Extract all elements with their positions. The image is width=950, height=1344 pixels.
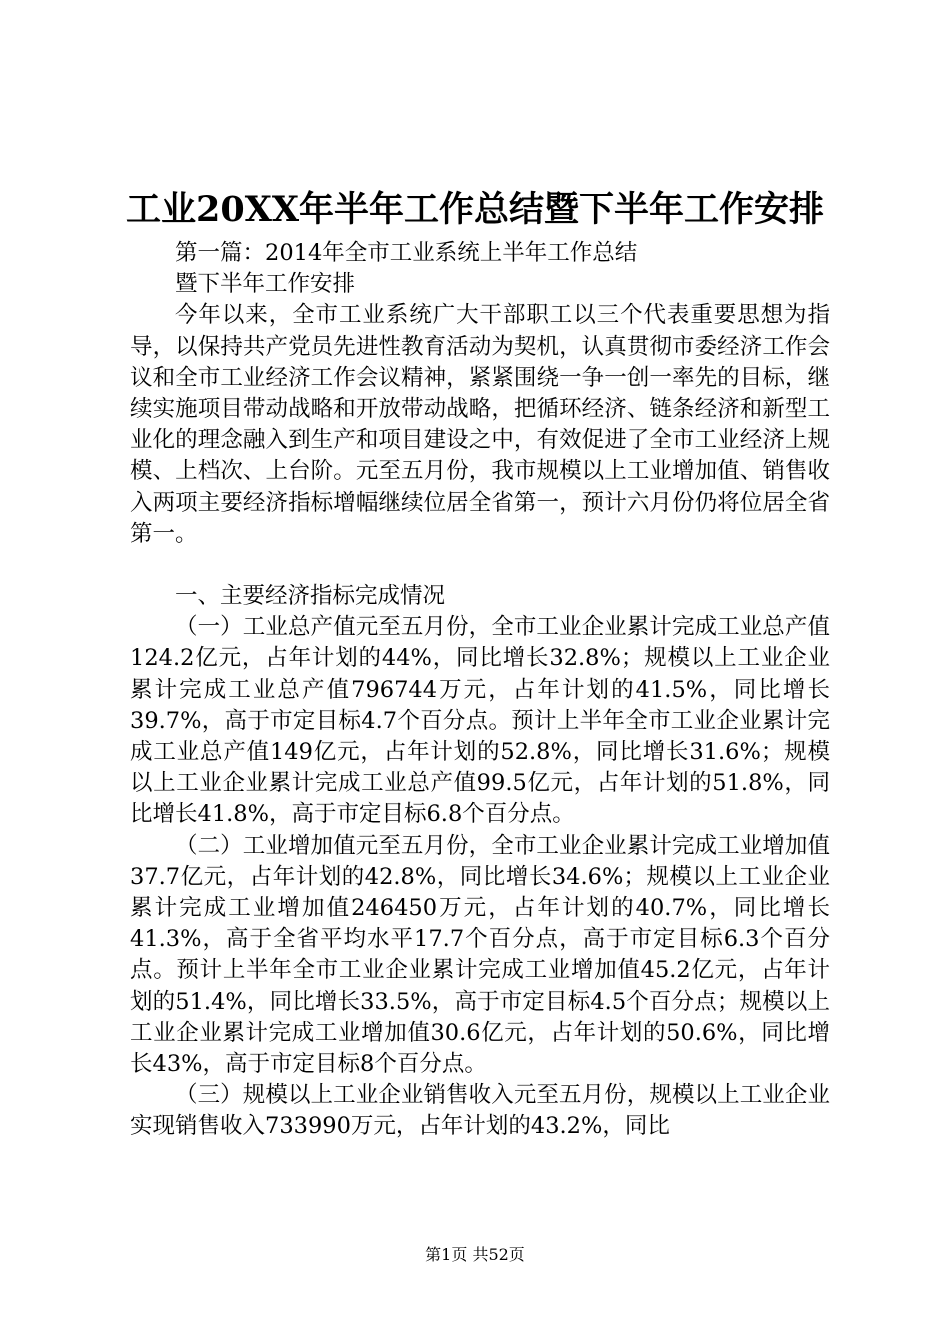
intro-paragraph: 今年以来，全市工业系统广大干部职工以三个代表重要思想为指导，以保持共产党员先进性教育活动为契机，认真贯彻市委经济工作会议和全市工业经济工作会议精神，紧紧围绕一争一创一率先的目标，继续实施项目带动战略和开放带动战略，把循环经济、链条经济和新型工业化的理念融入到生产和项目建设之中，有效促进了全市工业经济上规模、上档次、上台阶。元至五月份，我市规模以上工业增加值、销售收入两项主要经济指标增幅继续位居全省第一，预计六月份仍将位居全省第一。 [130,302,830,547]
subtitle-line-2: 暨下半年工作安排 [175,271,356,298]
paragraph-output-value: （一）工业总产值元至五月份，全市工业企业累计完成工业总产值124.2亿元，占年计划的44%，同比增长32.8%；规模以上工业企业累计完成工业总产值796744万元，占年计划的41.5%，同比增长39.7%，高于市定目标4.7个百分点。预计上半年全市工业企业累计完成工业总产值149亿元，占年计划的52.8%，同比增长31.6%；规模以上工业企业累计完成工业总产值99.5亿元，占年计划的51.8%，同比增长41.8%，高于市定目标6.8个百分点。 [130,614,830,828]
subtitle-line-1: 第一篇：2014年全市工业系统上半年工作总结 [175,240,638,266]
document-body [130,238,830,1143]
paragraph-sales-revenue: （三）规模以上工业企业销售收入元至五月份，规模以上工业企业实现销售收入733990万元，占年计划的43.2%，同比 [130,1082,830,1140]
document-title: 工业20XX年半年工作总结暨下半年工作安排 [125,189,825,230]
section-heading: 一、主要经济指标完成情况 [175,583,446,610]
paragraph-added-value: （二）工业增加值元至五月份，全市工业企业累计完成工业增加值37.7亿元，占年计划的42.8%，同比增长34.6%；规模以上工业企业累计完成工业增加值246450万元，占年计划的40.7%，同比增长41.3%，高于全省平均水平17.7个百分点，高于市定目标6.3个百分点。预计上半年全市工业企业累计完成工业增加值45.2亿元，占年计划的51.4%，同比增长33.5%，高于市定目标4.5个百分点；规模以上工业企业累计完成工业增加值30.6亿元，占年计划的50.6%，同比增长43%，高于市定目标8个百分点。 [130,832,830,1078]
page-footer: 第1页 共52页 [425,1245,525,1264]
